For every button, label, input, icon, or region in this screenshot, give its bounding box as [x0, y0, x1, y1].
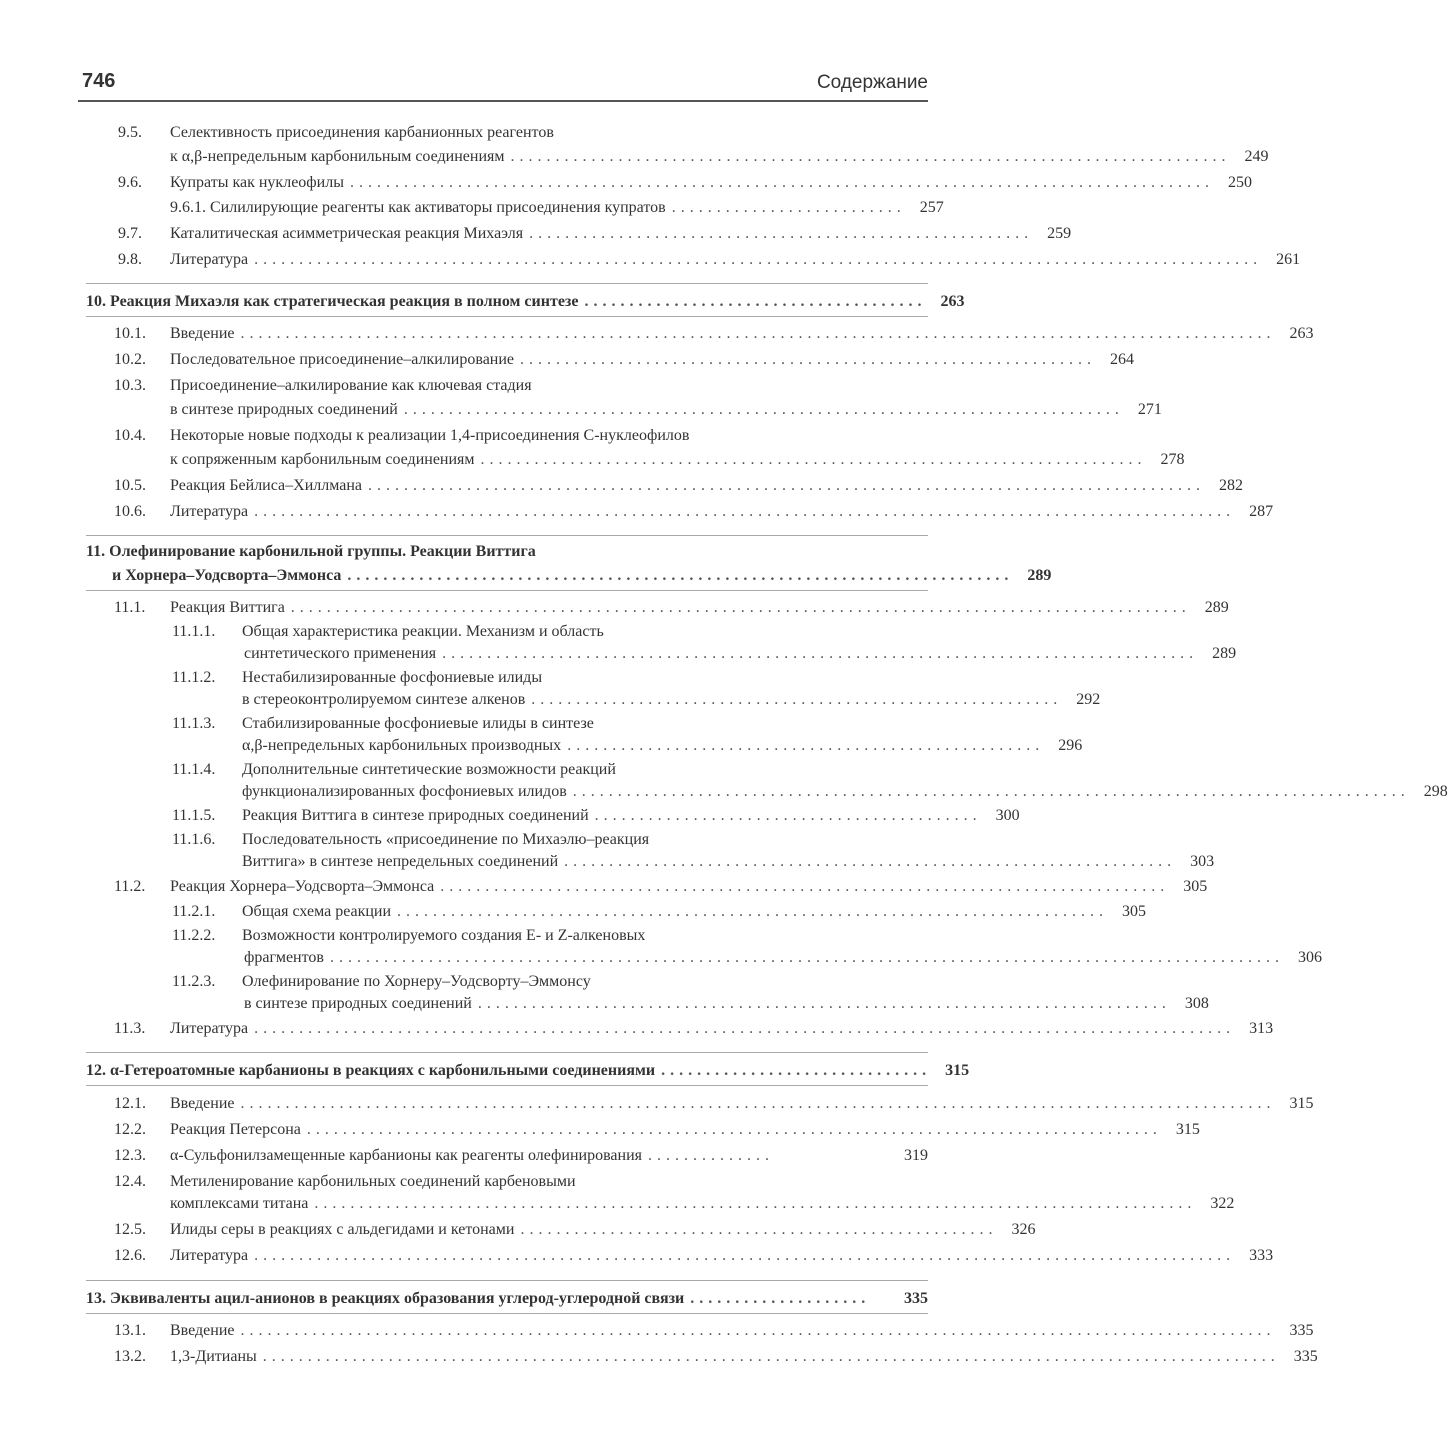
divider [86, 1280, 928, 1281]
toc-entry[interactable]: Последовательное присоединение–алкилирование ................................................................ 264 [170, 349, 928, 371]
toc-entry[interactable]: к сопряженным карбонильным соединениям .......................................................................... 278 [170, 449, 928, 471]
toc-page: 278 [1160, 451, 1185, 468]
toc-entry[interactable]: 9.6.1. Силилирующие реагенты как активаторы присоединения купратов .......................... 257 [170, 197, 928, 219]
chapter-entry[interactable]: и Хорнера–Уодсворта–Эммонса .......................................................................... 289 [112, 565, 928, 587]
toc-number: 11.1.1. [172, 623, 216, 640]
toc-entry[interactable]: Виттига» в синтезе непредельных соединений .................................................................... 303 [242, 851, 928, 873]
chapter-entry-line: 11. Олефинирование карбонильной группы. Реакции Виттига [86, 543, 536, 560]
toc-entry[interactable]: Введение ................................................................................................................... 335 [170, 1320, 928, 1342]
toc-page: 326 [1011, 1221, 1036, 1238]
toc-entry[interactable]: 1,3-Дитианы ................................................................................................................. 335 [170, 1346, 928, 1368]
toc-page: 259 [1047, 225, 1072, 242]
toc-entry[interactable]: в синтезе природных соединений ............................................................................. 308 [244, 993, 928, 1015]
page-number: 746 [82, 70, 116, 92]
toc-page: 289 [1204, 599, 1229, 616]
toc-number: 10.2. [114, 351, 146, 368]
toc-page: 250 [1227, 174, 1252, 191]
toc-entry-line: Общая характеристика реакции. Механизм и область [242, 623, 604, 640]
toc-entry[interactable]: синтетического применения .................................................................................... 289 [244, 643, 928, 665]
toc-number: 12.6. [114, 1247, 146, 1264]
toc-entry[interactable]: Купраты как нуклеофилы ................................................................................................ 250 [170, 172, 928, 194]
toc-number: 13.2. [114, 1348, 146, 1365]
toc-page: 319 [904, 1147, 928, 1164]
toc-number: 10.4. [114, 427, 146, 444]
toc-number: 11.1.3. [172, 715, 216, 732]
toc-number: 10.3. [114, 377, 146, 394]
toc-entry-line: Присоединение–алкилирование как ключевая стадия [170, 377, 532, 394]
toc-entry-line: Последовательность «присоединение по Михаэлю–реакция [242, 831, 650, 848]
toc-number: 11.2.3. [172, 973, 216, 990]
toc-page: 335 [1293, 1348, 1318, 1365]
running-title: Содержание [816, 72, 928, 93]
toc-entry[interactable]: α,β-непредельных карбонильных производных ..................................................... 296 [242, 735, 928, 757]
toc-number: 11.3. [114, 1020, 146, 1037]
toc-entry[interactable]: к α,β-непредельным карбонильным соединениям ................................................................................ 249 [170, 146, 928, 168]
toc-page: 263 [1289, 325, 1314, 342]
chapter-entry[interactable]: 10. Реакция Михаэля как стратегическая реакция в полном синтезе ...................................... 263 [86, 291, 928, 313]
toc-entry[interactable]: Реакция Хорнера–Уодсворта–Эммонса ................................................................................. 305 [170, 876, 928, 898]
toc-number: 9.5. [118, 124, 142, 141]
toc-number: 12.4. [114, 1173, 146, 1190]
toc-entry[interactable]: Литература ............................................................................................................. 333 [170, 1245, 928, 1267]
chapter-entry[interactable]: 13. Эквиваленты ацил-анионов в реакциях образования углерод-углеродной связи .................... 335 [86, 1288, 928, 1310]
toc-page: 308 [1184, 995, 1209, 1012]
toc-entry[interactable]: Реакция Петерсона ............................................................................................... 315 [170, 1119, 928, 1141]
toc-entry[interactable]: Введение ................................................................................................................... 315 [170, 1093, 928, 1115]
toc-number: 9.6. [118, 174, 142, 191]
divider [86, 283, 928, 284]
toc-page: 298 [1423, 783, 1448, 800]
toc-number: 13.1. [114, 1322, 146, 1339]
toc-page: 315 [1175, 1121, 1200, 1138]
toc-page: 263 [940, 293, 965, 310]
toc-page: 305 [1183, 878, 1208, 895]
toc-page: 306 [1297, 949, 1322, 966]
toc-entry[interactable]: Литература ............................................................................................................. 287 [170, 501, 928, 523]
toc-number: 12.3. [114, 1147, 146, 1164]
toc-entry-line: Стабилизированные фосфониевые илиды в синтезе [242, 715, 594, 732]
toc-entry[interactable]: Литература ................................................................................................................ 261 [170, 249, 928, 271]
toc-page: 296 [1058, 737, 1083, 754]
toc-number: 12.1. [114, 1095, 146, 1112]
toc-entry-line: Нестабилизированные фосфониевые илиды [242, 669, 543, 686]
toc-entry[interactable]: фрагментов .......................................................................................................... 306 [244, 947, 928, 969]
toc-number: 9.7. [118, 225, 142, 242]
toc-page: 300 [995, 807, 1020, 824]
toc-page: 333 [1249, 1247, 1274, 1264]
divider [86, 316, 928, 317]
toc-page: 335 [904, 1290, 928, 1307]
divider [86, 1313, 928, 1314]
toc-page: 292 [1076, 691, 1101, 708]
toc-page: 335 [1289, 1322, 1314, 1339]
divider [86, 1052, 928, 1053]
toc-page: 289 [1027, 567, 1052, 584]
toc-page: 261 [1276, 251, 1301, 268]
toc-number: 10.6. [114, 503, 146, 520]
toc-entry-line: Метиленирование карбонильных соединений карбеновыми [170, 1173, 576, 1190]
chapter-entry[interactable]: 12. α-Гетероатомные карбанионы в реакциях с карбонильными соединениями .............................. 315 [86, 1060, 928, 1082]
toc-entry-line: Некоторые новые подходы к реализации 1,4-присоединения С-нуклеофилов [170, 427, 690, 444]
toc-number: 9.8. [118, 251, 142, 268]
toc-number: 11.2. [114, 878, 146, 895]
toc-page: 257 [919, 199, 944, 216]
toc-number: 12.5. [114, 1221, 146, 1238]
toc-page: 264 [1110, 351, 1135, 368]
toc-number: 11.1.6. [172, 831, 216, 848]
toc-entry[interactable]: Илиды серы в реакциях с альдегидами и кетонами ..................................................... 326 [170, 1219, 928, 1241]
toc-entry[interactable]: Каталитическая асимметрическая реакция Михаэля ........................................................ 259 [170, 223, 928, 245]
toc-number: 10.5. [114, 477, 146, 494]
toc-entry-line: Селективность присоединения карбанионных реагентов [170, 124, 554, 141]
toc-entry[interactable]: функционализированных фосфониевых илидов ............................................................................................. 298 [242, 781, 928, 803]
toc-entry-line: Олефинирование по Хорнеру–Уодсворту–Эммонсу [242, 973, 591, 990]
toc-page: 315 [1289, 1095, 1314, 1112]
toc-entry[interactable]: в синтезе природных соединений ................................................................................ 271 [170, 399, 928, 421]
toc-page: 271 [1137, 401, 1162, 418]
toc-number: 11.1.2. [172, 669, 216, 686]
toc-page: 287 [1249, 503, 1274, 520]
toc-number: 11.1.4. [172, 761, 216, 778]
divider [86, 535, 928, 536]
toc-entry[interactable]: Введение ................................................................................................................... 263 [170, 323, 928, 345]
toc-entry[interactable]: Реакция Бейлиса–Хиллмана ............................................................................................. 282 [170, 475, 928, 497]
toc-entry[interactable]: в стереоконтролируемом синтезе алкенов ........................................................... 292 [242, 689, 928, 711]
divider [86, 1085, 928, 1086]
toc-page: 322 [1210, 1195, 1235, 1212]
toc-page: 289 [1212, 645, 1237, 662]
toc-number: 11.1. [114, 599, 146, 616]
toc-entry[interactable]: Реакция Виттига .................................................................................................... 289 [170, 597, 928, 619]
toc-entry[interactable]: комплексами титана .................................................................................................. 322 [170, 1193, 928, 1215]
toc-page: 305 [1122, 903, 1147, 920]
toc-number: 11.1.5. [172, 807, 216, 824]
toc-page: 282 [1219, 477, 1244, 494]
toc-number: 11.2.1. [172, 903, 216, 920]
toc-number: 12.2. [114, 1121, 146, 1138]
toc-page: 249 [1244, 148, 1269, 165]
toc-page: 315 [945, 1062, 970, 1079]
toc-entry[interactable]: Общая схема реакции ............................................................................... 305 [242, 901, 928, 923]
toc-entry-line: Дополнительные синтетические возможности реакций [242, 761, 616, 778]
toc-entry[interactable]: α-Сульфонилзамещенные карбанионы как реагенты олефинирования .............. 319 [170, 1145, 928, 1167]
toc-number: 10.1. [114, 325, 146, 342]
toc-entry-line: Возможности контролируемого создания E- и Z-алкеновых [242, 927, 646, 944]
toc-page: 313 [1249, 1020, 1274, 1037]
toc-number: 11.2.2. [172, 927, 216, 944]
toc-page: 303 [1190, 853, 1215, 870]
toc-entry[interactable]: Реакция Виттига в синтезе природных соединений ........................................... 300 [242, 805, 928, 827]
toc-entry[interactable]: Литература ............................................................................................................. 313 [170, 1018, 928, 1040]
divider [86, 590, 928, 591]
